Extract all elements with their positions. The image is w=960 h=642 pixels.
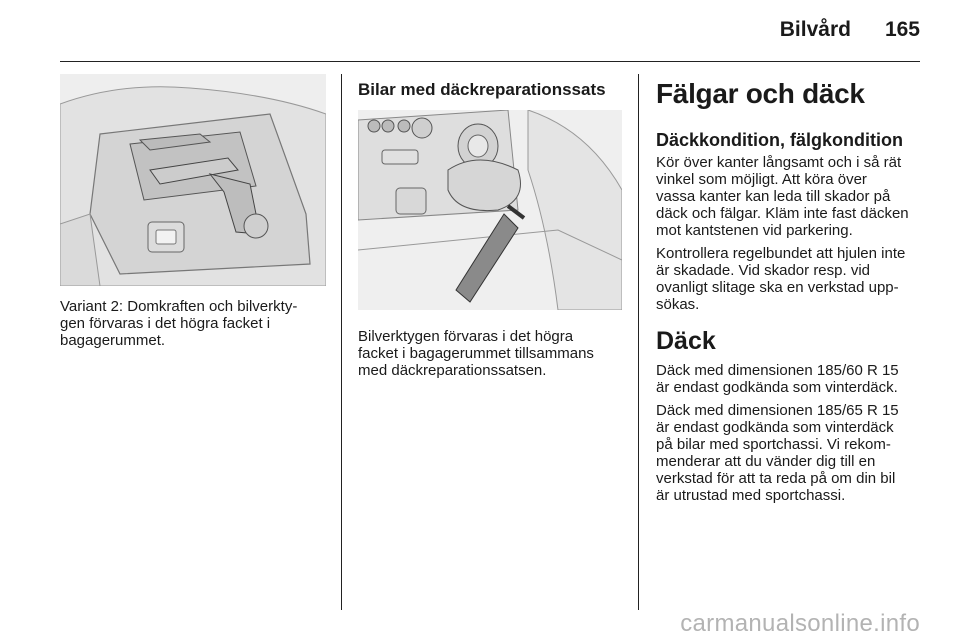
paragraph-driving-over-kerbs: Kör över kanter långsamt och i så rät vinkel som möjligt. Att köra över vassa kanter kan leda till skador på däck och fälgar. Kläm inte fast däcken mot kantstenen vid parkering. (656, 154, 909, 239)
column-2 (358, 74, 626, 385)
paragraph-tyre-185-65: Däck med dimensionen 185/65 R 15 är endast godkända som vinterdäck på bilar med sportchassi. Vi rekom- menderar att du vänder dig till en verkstad för att ta reda på om din bil är utrustad med sportchassi. (656, 402, 899, 504)
section-title: Bilvård (779, 18, 851, 41)
page-number: 165 (884, 18, 920, 41)
column-3 (656, 74, 926, 510)
caption-repair-kit: Bilverktygen förvaras i det högra facket i bagagerummet tillsammans med däckreparationssatsen. (358, 328, 594, 379)
tire-repair-kit-illustration (358, 110, 622, 310)
header-rule (60, 61, 920, 62)
caption-variant-2: Variant 2: Domkraften och bilverkty- gen förvaras i det högra facket i bagagerummet. (60, 298, 298, 349)
jack-toolkit-illustration (60, 74, 326, 286)
column-divider-1 (341, 74, 342, 610)
repair-kit-heading: Bilar med däckreparationssats (358, 80, 606, 99)
column-divider-2 (638, 74, 639, 610)
paragraph-check-wheels: Kontrollera regelbundet att hjulen inte är skadade. Vid skador resp. vid ovanligt slitage ska en verkstad upp- sökas. (656, 245, 906, 313)
page-header (780, 18, 920, 42)
watermark: carmanualsonline.info (680, 610, 920, 637)
section-heading-wheels-tyres: Fälgar och däck (656, 78, 865, 109)
subheading-tyre-rim-condition: Däckkondition, fälgkondition (656, 130, 903, 150)
paragraph-tyre-185-60: Däck med dimensionen 185/60 R 15 är endast godkända som vinterdäck. (656, 362, 899, 396)
section-heading-tyres: Däck (656, 327, 716, 355)
column-1 (60, 74, 328, 355)
